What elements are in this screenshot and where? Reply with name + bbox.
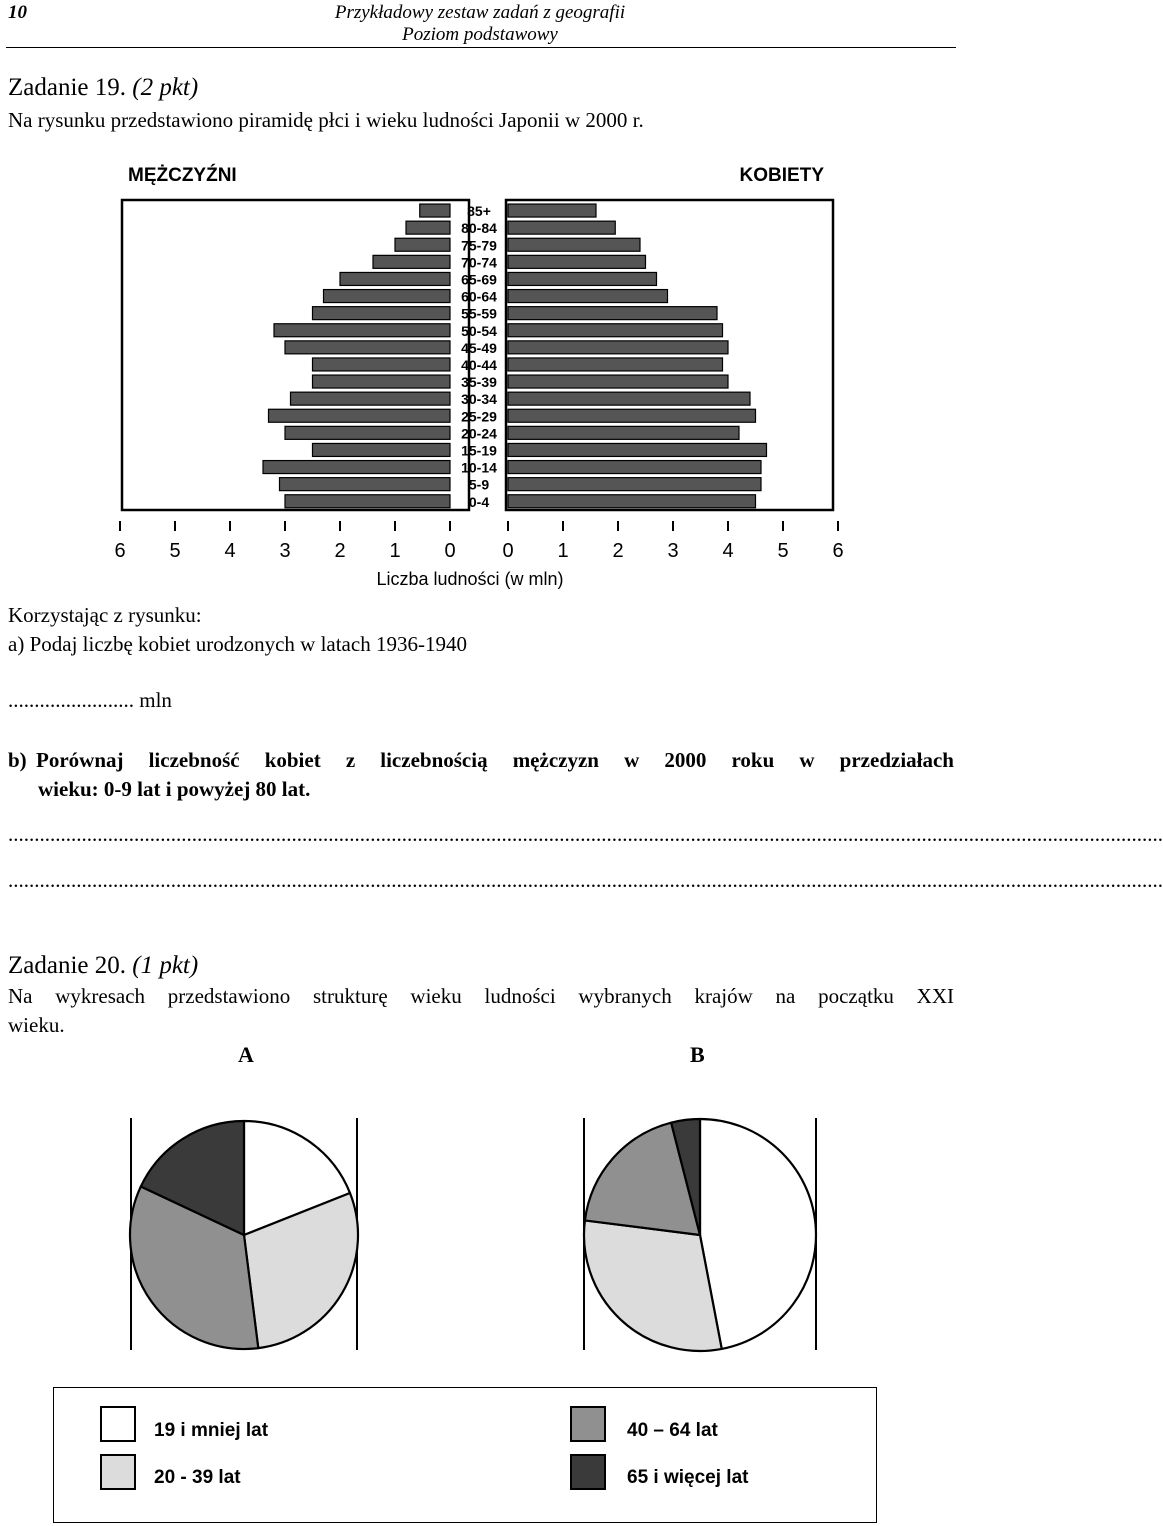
task19-heading — [8, 74, 198, 102]
pyramid-xlabel: Liczba ludności (w mln) — [376, 569, 564, 589]
pyramid-tick-label: 5 — [169, 540, 181, 562]
pie-a-label: A — [238, 1042, 254, 1067]
question-a: a) Podaj liczbę kobiet urodzonych w latach 1936-1940 — [8, 632, 467, 656]
pie-chart-a — [130, 1118, 358, 1350]
pyramid-tick-label: 0 — [502, 540, 514, 562]
page-number: 10 — [8, 2, 27, 23]
pyramid-tick-label: 6 — [832, 540, 844, 562]
pyramid-tick-label: 1 — [389, 540, 401, 562]
pyramid-bar-women — [508, 341, 728, 354]
task19-intro: Na rysunku przedstawiono piramidę płci i wieku ludności Japonii w 2000 r. — [8, 108, 644, 132]
pyramid-bar-men — [324, 290, 451, 303]
pyramid-age-label: 20-24 — [461, 425, 497, 442]
pyramid-bar-women — [508, 290, 668, 303]
pyramid-tick-label: 3 — [667, 540, 679, 562]
pyramid-bar-women — [508, 358, 723, 371]
pyramid-bar-women — [508, 238, 640, 251]
pyramid-bar-women — [508, 221, 615, 234]
pyramid-bars-women — [508, 204, 767, 508]
pyramid-bar-women — [508, 272, 657, 285]
pyramid-age-label: 75-79 — [461, 237, 497, 254]
pyramid-bar-men — [406, 221, 450, 234]
pyramid-age-label: 35-39 — [461, 374, 497, 391]
pie-chart-b — [583, 1118, 817, 1350]
questions-lead: Korzystając z rysunku: — [8, 603, 202, 627]
pie-slice-20-39 — [584, 1220, 722, 1351]
legend-swatch-40-64 — [570, 1406, 606, 1442]
pie-a-slices — [130, 1121, 358, 1349]
answer-b-line-1[interactable]: ............................................................................................................................................................................................................................ — [8, 822, 1163, 846]
pyramid-age-label: 45-49 — [461, 339, 497, 356]
pyramid-bar-women — [508, 392, 750, 405]
pie-b-slices — [584, 1119, 816, 1351]
pyramid-age-label: 10-14 — [461, 459, 497, 476]
pyramid-bar-women — [508, 443, 767, 456]
pyramid-bar-women — [508, 426, 739, 439]
pie-legend — [53, 1387, 877, 1523]
pyramid-bar-men — [280, 478, 451, 491]
pyramid-tick-label: 6 — [114, 540, 126, 562]
task19-number: Zadanie 19. — [8, 74, 127, 101]
pyramid-bar-men — [313, 375, 451, 388]
pyramid-age-label: 70-74 — [461, 254, 497, 271]
pyramid-bar-women — [508, 375, 728, 388]
pyramid-bars-men — [263, 204, 450, 508]
pyramid-bar-women — [508, 255, 646, 268]
pyramid-bar-men — [395, 238, 450, 251]
pyramid-age-label: 85+ — [467, 203, 491, 220]
legend-label-40-64: 40 – 64 lat — [627, 1420, 718, 1441]
pyramid-tick-label: 4 — [224, 540, 236, 562]
pyramid-tick-label: 0 — [444, 540, 456, 562]
pyramid-bar-women — [508, 461, 761, 474]
legend-label-20-39: 20 - 39 lat — [154, 1467, 241, 1488]
question-b-line2: wieku: 0-9 lat i powyżej 80 lat. — [38, 777, 311, 801]
pyramid-bar-women — [508, 478, 761, 491]
pyramid-age-label: 25-29 — [461, 408, 497, 425]
legend-swatch-65-plus — [570, 1454, 606, 1490]
task20-intro-line1: Na wykresach przedstawiono strukturę wieku ludności wybranych krajów na początku XXI — [8, 984, 954, 1008]
pie-b-label: B — [690, 1042, 705, 1067]
pyramid-age-label: 30-34 — [461, 391, 497, 408]
pyramid-bar-men — [274, 324, 450, 337]
pyramid-tick-label: 2 — [612, 540, 624, 562]
pyramid-age-label: 40-44 — [461, 356, 497, 373]
pyramid-bar-women — [508, 495, 756, 508]
task19-points: (2 pkt) — [132, 74, 199, 101]
pyramid-age-label: 55-59 — [461, 305, 497, 322]
pyramid-tick-label: 3 — [279, 540, 291, 562]
pyramid-bar-men — [313, 358, 451, 371]
pyramid-right-title: KOBIETY — [739, 165, 824, 186]
question-b-line1: Porównaj liczebność kobiet z liczebnością mężczyzn w 2000 roku w przedziałach — [36, 748, 954, 772]
pyramid-age-labels — [461, 203, 497, 510]
task20-heading — [8, 952, 198, 980]
pyramid-bar-men — [313, 443, 451, 456]
pyramid-bar-men — [420, 204, 450, 217]
pyramid-bar-men — [340, 272, 450, 285]
pyramid-bar-men — [313, 307, 451, 320]
pyramid-age-label: 60-64 — [461, 288, 497, 305]
answer-b-line-2[interactable]: ............................................................................................................................................................................................................................ — [8, 868, 1163, 892]
pyramid-tick-label: 4 — [722, 540, 734, 562]
legend-label-19-and-under: 19 i mniej lat — [154, 1420, 269, 1441]
pyramid-bar-women — [508, 324, 723, 337]
task20-points: (1 pkt) — [132, 952, 199, 979]
legend-swatch-19-and-under — [100, 1406, 136, 1442]
legend-swatch-20-39 — [100, 1454, 136, 1490]
pyramid-age-label: 15-19 — [461, 442, 497, 459]
pyramid-age-label: 80-84 — [461, 220, 497, 237]
answer-a-blank[interactable]: ........................ mln — [8, 688, 172, 712]
pyramid-axis-ticks — [114, 521, 843, 562]
task20-number: Zadanie 20. — [8, 952, 127, 979]
pyramid-bar-men — [269, 409, 451, 422]
header-divider — [6, 47, 956, 48]
question-b-letter: b) — [8, 748, 27, 772]
pyramid-bar-men — [373, 255, 450, 268]
pyramid-bar-women — [508, 409, 756, 422]
pie-slice-19-and-under — [700, 1119, 816, 1349]
pyramid-left-title: MĘŻCZYŹNI — [128, 165, 237, 186]
header-title: Przykładowy zestaw zadań z geografii — [334, 2, 626, 23]
legend-label-65-plus: 65 i więcej lat — [627, 1467, 749, 1488]
pyramid-tick-label: 5 — [777, 540, 789, 562]
pyramid-tick-label: 2 — [334, 540, 346, 562]
pyramid-bar-men — [285, 426, 450, 439]
pyramid-bar-women — [508, 307, 717, 320]
pyramid-age-label: 0-4 — [468, 493, 490, 510]
pyramid-bar-women — [508, 204, 596, 217]
pyramid-tick-label: 1 — [557, 540, 569, 562]
header-subtitle: Poziom podstawowy — [402, 24, 558, 45]
pyramid-bar-men — [291, 392, 451, 405]
task20-intro-line2: wieku. — [8, 1013, 65, 1037]
population-pyramid-chart — [100, 155, 860, 595]
pyramid-bar-men — [263, 461, 450, 474]
pyramid-bar-men — [285, 495, 450, 508]
pyramid-age-label: 65-69 — [461, 271, 497, 288]
pyramid-bar-men — [285, 341, 450, 354]
pyramid-age-label: 5-9 — [468, 476, 490, 493]
pyramid-age-label: 50-54 — [461, 322, 497, 339]
